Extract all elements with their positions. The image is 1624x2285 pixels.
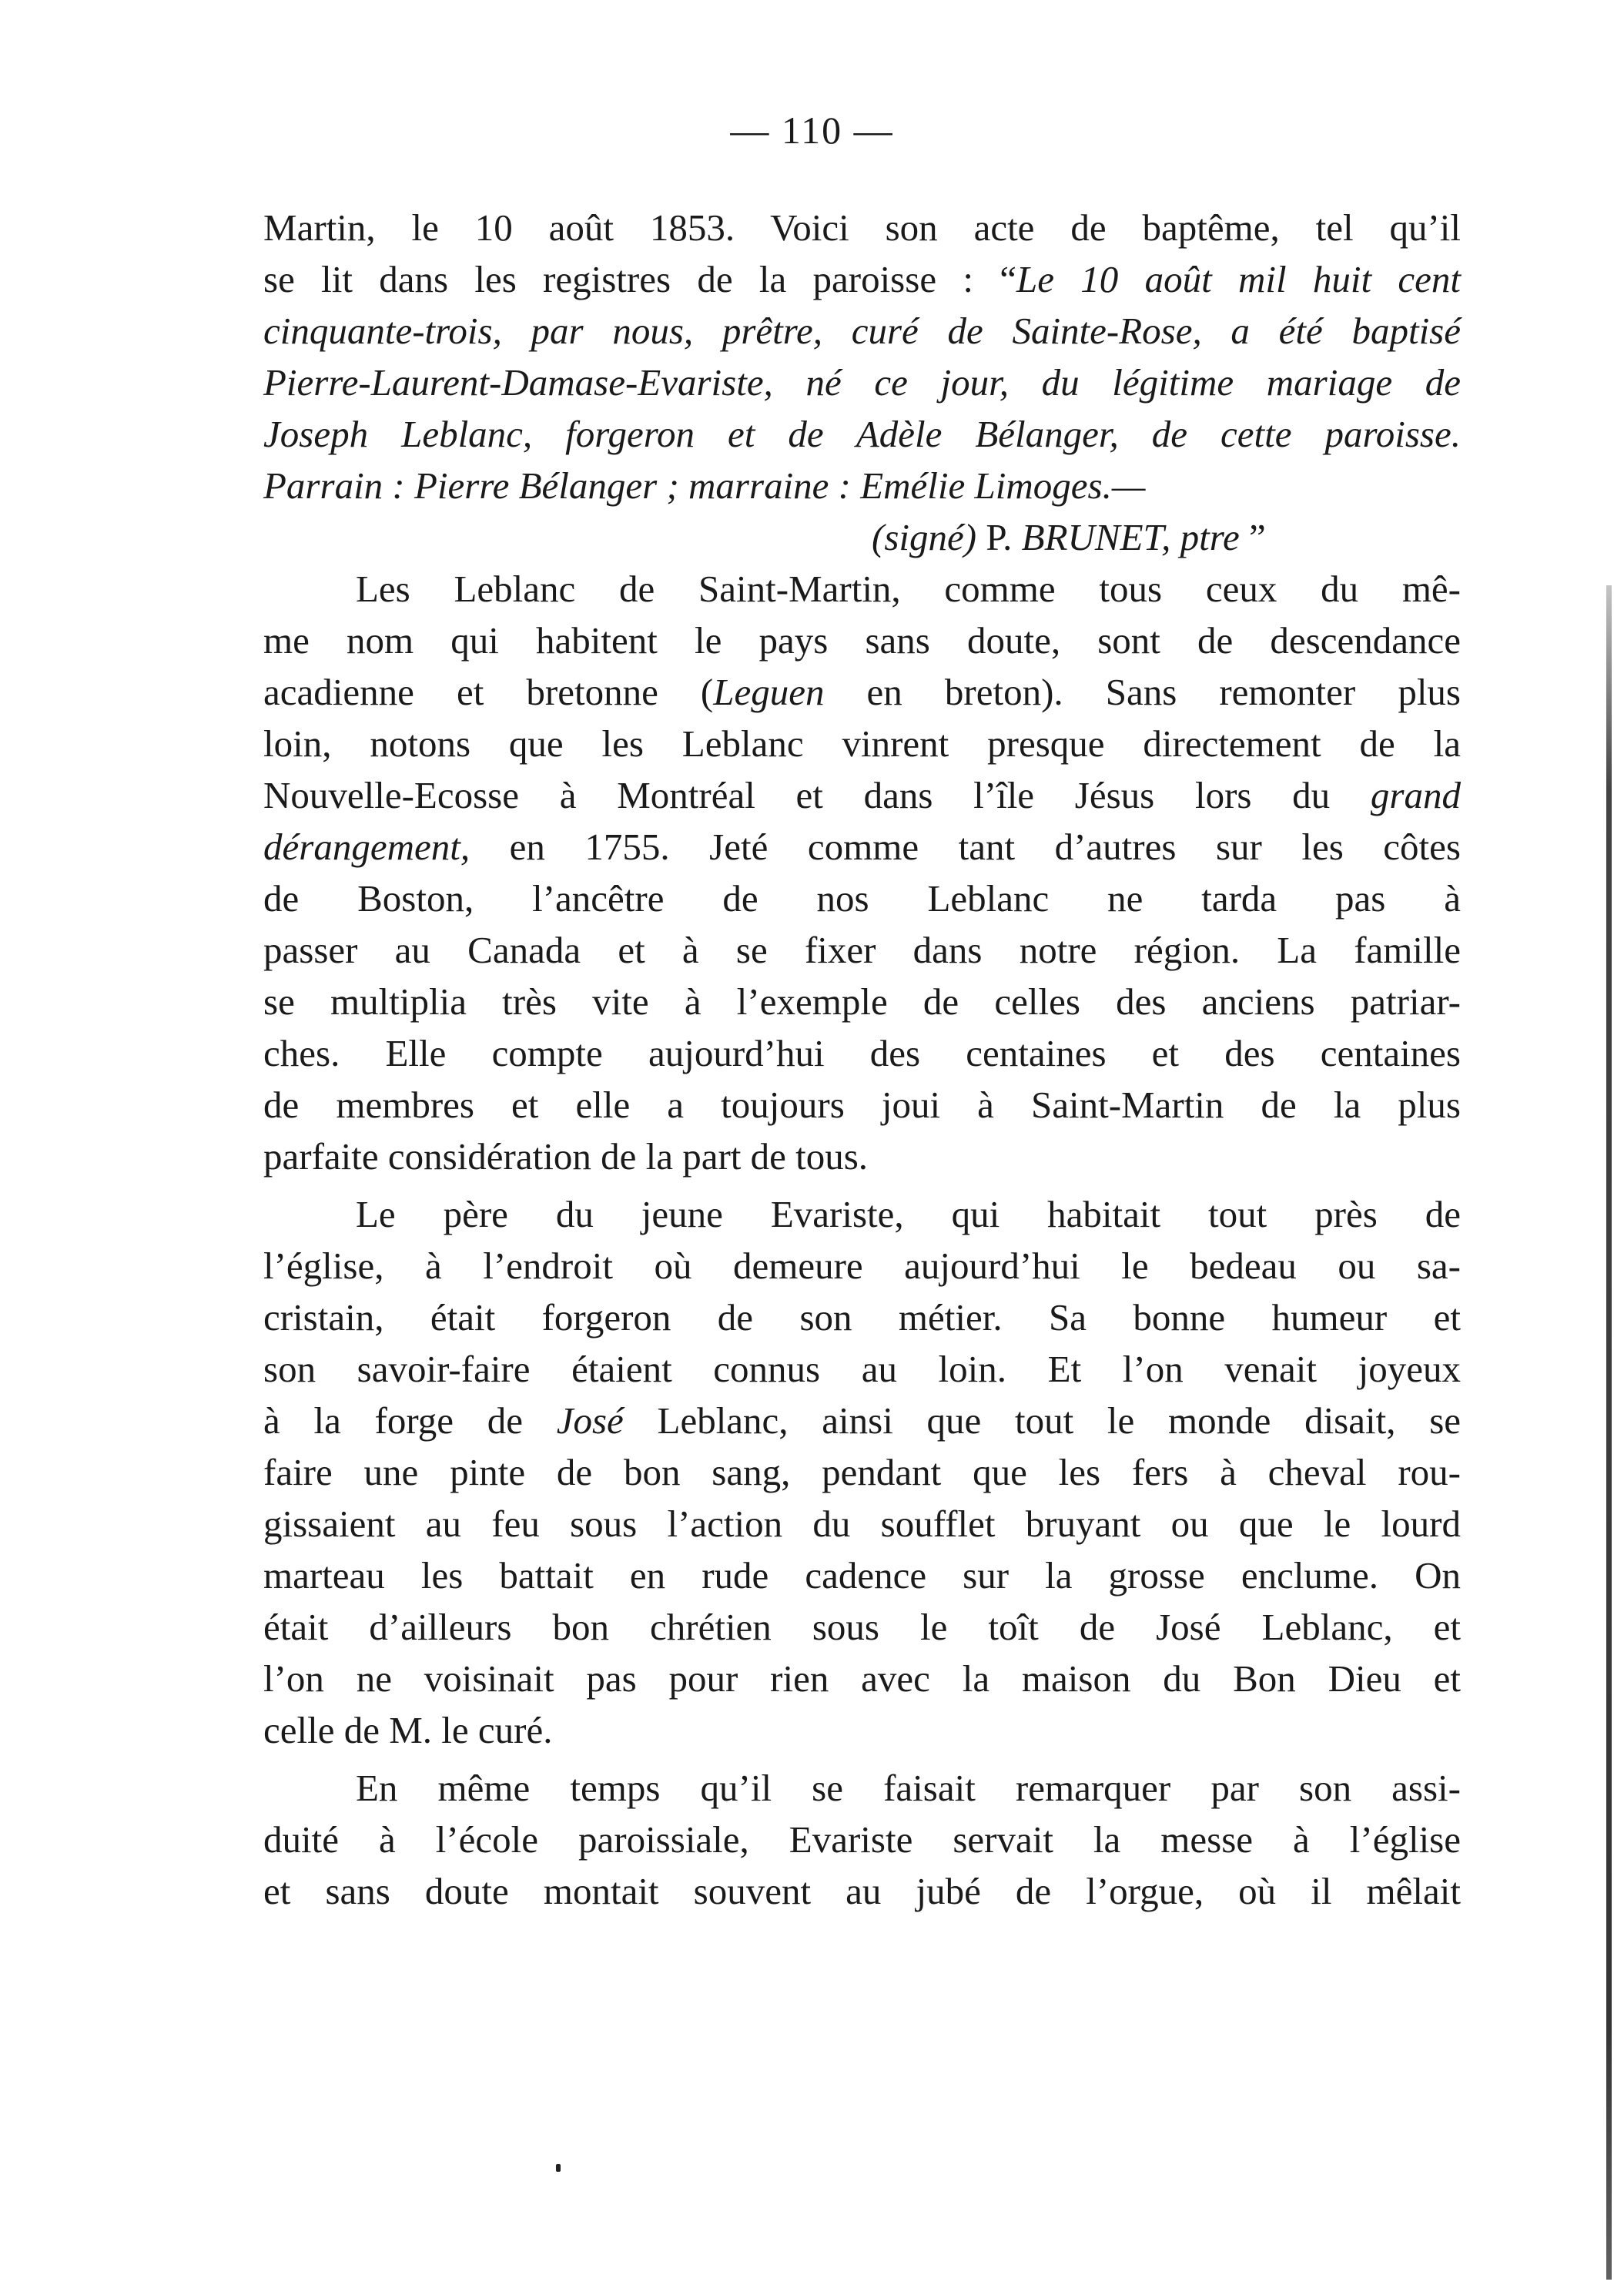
text-run: en 1755. Jeté comme tant d’autres sur les côtes [470, 826, 1461, 868]
text-run: son savoir-faire étaient connus au loin. Et l’on venait joyeux [263, 1348, 1461, 1390]
text-run: était d’ailleurs bon chrétien sous le toît de José Leblanc, et [263, 1606, 1461, 1648]
text-run: Leblanc, ainsi que tout le monde disait, se [623, 1399, 1462, 1442]
italic-text: (signé) [872, 516, 986, 558]
text-line [263, 769, 1461, 821]
italic-text: Joseph Leblanc, forgeron et de Adèle Bélanger, de cette paroisse. [263, 413, 1461, 455]
text-line [263, 305, 1461, 357]
text-line [263, 615, 1461, 666]
italic-text: grand [1370, 774, 1461, 816]
text-run: loin, notons que les Leblanc vinrent presque directement de la [263, 722, 1461, 765]
text-run: l’on ne voisinait pas pour rien avec la maison du Bon Dieu et [263, 1657, 1461, 1700]
italic-text: Le 10 août mil huit cent [1016, 258, 1461, 300]
text-run: se multiplia très vite à l’exemple de celles des anciens patriar- [263, 980, 1461, 1023]
text-run: de membres et elle a toujours joui à Saint-Martin de la plus [263, 1084, 1461, 1126]
text-run: parfaite considération de la part de tous. [263, 1135, 869, 1178]
text-line [263, 1079, 1461, 1131]
italic-text: Pierre-Laurent-Damase-Evariste, né ce jour, du légitime mariage de [263, 361, 1461, 404]
text-run: en breton). Sans remonter plus [824, 671, 1461, 713]
text-line [263, 1292, 1461, 1343]
text-line [263, 357, 1461, 408]
text-line [263, 408, 1461, 460]
text-run: ches. Elle compte aujourd’hui des centaines et des centaines [263, 1032, 1461, 1074]
ink-speck [556, 2164, 561, 2172]
text-run: celle de M. le curé. [263, 1709, 553, 1751]
text-line [263, 873, 1461, 924]
text-run: me nom qui habitent le pays sans doute, sont de descendance [263, 619, 1461, 662]
text-line [263, 1865, 1461, 1917]
text-line [263, 718, 1461, 769]
text-run: duité à l’école paroissiale, Evariste servait la messe à l’église [263, 1818, 1461, 1861]
text-run: gissaient au feu sous l’action du soufflet bruyant ou que le lourd [263, 1503, 1461, 1545]
text-line [263, 563, 1461, 615]
page-edge-shadow [1606, 585, 1612, 2280]
text-line [263, 924, 1461, 976]
text-run: En même temps qu’il se faisait remarquer par son assi- [356, 1767, 1461, 1809]
italic-text: cinquante-trois, par nous, prêtre, curé de Sainte-Rose, a été baptisé [263, 310, 1461, 352]
text-line [263, 1446, 1461, 1498]
italic-text: Parrain : Pierre Bélanger ; marraine : Emélie Limoges.— [263, 464, 1146, 507]
text-line [263, 1240, 1461, 1292]
text-run: faire une pinte de bon sang, pendant que les fers à cheval rou- [263, 1451, 1461, 1493]
text-run: P. [986, 516, 1022, 558]
text-line [263, 460, 1461, 511]
text-line [263, 1550, 1461, 1601]
page-number: — 110 — [730, 109, 894, 152]
text-line [263, 1814, 1461, 1865]
text-run: Nouvelle-Ecosse à Montréal et dans l’île Jésus lors du [263, 774, 1371, 816]
text-run: acadienne et bretonne ( [263, 671, 714, 713]
text-run: l’église, à l’endroit où demeure aujourd’hui le bedeau ou sa- [263, 1245, 1461, 1287]
text-run: à la forge de [263, 1399, 557, 1442]
text-line [263, 821, 1461, 873]
text-line [263, 1762, 1461, 1814]
text-line [263, 1343, 1461, 1395]
text-line [263, 1188, 1461, 1240]
text-run: cristain, était forgeron de son métier. Sa bonne humeur et [263, 1296, 1461, 1339]
text-run: passer au Canada et à se fixer dans notre région. La famille [263, 929, 1461, 971]
text-line [263, 1653, 1461, 1704]
italic-text: dérangement, [263, 826, 470, 868]
paragraph-gap [263, 1756, 1461, 1762]
text-run: Les Leblanc de Saint-Martin, comme tous ceux du mê- [356, 568, 1461, 610]
text-run: Le père du jeune Evariste, qui habitait tout près de [356, 1193, 1461, 1235]
text-line [263, 1704, 1461, 1756]
text-line [263, 511, 1461, 563]
italic-text: BRUNET, ptre [1021, 516, 1240, 558]
text-line [263, 253, 1461, 305]
text-run: Martin, le 10 août 1853. Voici son acte de baptême, tel qu’il [263, 206, 1461, 249]
text-run: se lit dans les registres de la paroisse : “ [263, 258, 1016, 300]
text-line [263, 1027, 1461, 1079]
text-line [263, 1498, 1461, 1550]
text-line [263, 202, 1461, 253]
text-line [263, 666, 1461, 718]
text-line [263, 1395, 1461, 1446]
text-line [263, 1601, 1461, 1653]
italic-text: Leguen [713, 671, 825, 713]
text-run: de Boston, l’ancêtre de nos Leblanc ne tarda pas à [263, 877, 1461, 920]
text-line [263, 1131, 1461, 1182]
text-run: et sans doute montait souvent au jubé de l’orgue, où il mêlait [263, 1870, 1461, 1912]
paragraph-gap [263, 1182, 1461, 1188]
text-run: ” [1239, 516, 1266, 558]
italic-text: José [556, 1399, 624, 1442]
text-run: marteau les battait en rude cadence sur la grosse enclume. On [263, 1554, 1461, 1596]
body-text [263, 202, 1461, 1917]
text-line [263, 976, 1461, 1027]
